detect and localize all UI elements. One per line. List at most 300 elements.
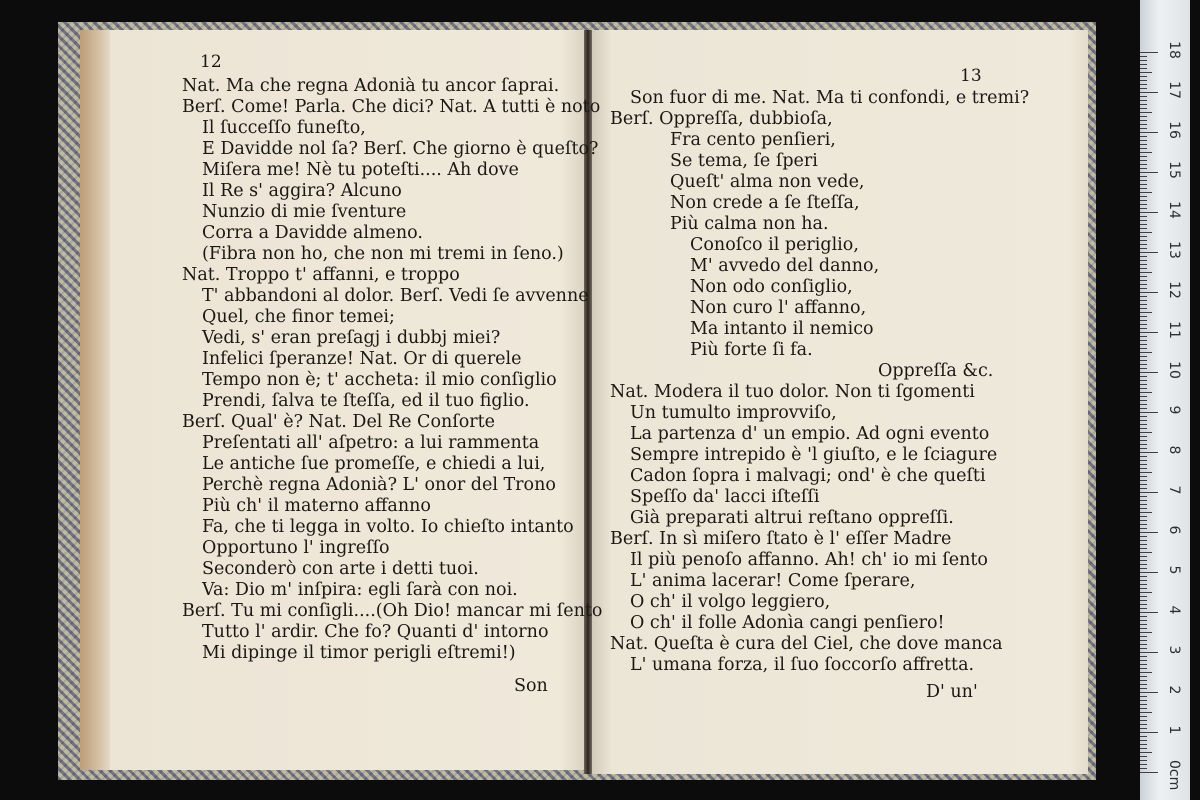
ruler-tick (1140, 632, 1152, 633)
left-page-line-text: Il Re s' aggira? Alcuno (202, 181, 402, 201)
ruler-tick (1140, 316, 1147, 317)
ruler-tick (1140, 548, 1147, 549)
ruler-tick (1140, 732, 1158, 733)
ruler-tick (1140, 364, 1147, 365)
right-page-line-text: Nat. Modera il tuo dolor. Non ti ſgomenti (610, 382, 975, 402)
ruler-tick (1140, 324, 1147, 325)
right-page-line-text: Speſſo da' lacci iſteſſi (630, 487, 820, 507)
ruler-tick (1140, 336, 1147, 337)
left-page-line-text: Tempo non è; t' accheta: il mio conſiglio (202, 370, 557, 390)
ruler-tick (1140, 660, 1147, 661)
left-page-line (182, 622, 602, 643)
ruler-tick (1140, 60, 1147, 61)
left-page-line-text: Opportuno l' ingreſſo (202, 538, 390, 558)
left-page-line-text: Il ſucceſſo funeſto, (202, 118, 366, 138)
ruler-label: 17 (1166, 81, 1182, 99)
ruler-tick (1140, 492, 1158, 493)
right-page-line (610, 487, 1029, 508)
ruler-tick (1140, 588, 1147, 589)
ruler-tick (1140, 668, 1147, 669)
ruler-tick (1140, 624, 1147, 625)
ruler-tick (1140, 236, 1147, 237)
left-page-line-text: Tutto l' ardir. Che fo? Quanti d' intorno (202, 622, 549, 642)
right-page-line-text: Cadon ſopra i malvagi; ond' è che queſti (630, 466, 986, 486)
ruler-label: 8 (1166, 445, 1182, 455)
ruler-tick (1140, 88, 1147, 89)
ruler-tick (1140, 560, 1147, 561)
ruler-label: 12 (1166, 281, 1182, 299)
left-page-line (182, 370, 602, 391)
right-page-line (610, 235, 1029, 256)
left-page-line-text: Fa, che ti legga in volto. Io chieſto intanto (202, 517, 574, 537)
ruler-tick (1140, 388, 1147, 389)
left-page-line (182, 559, 602, 580)
right-page-line (610, 151, 1029, 172)
ruler-tick (1140, 52, 1158, 53)
ruler-tick (1140, 128, 1147, 129)
left-page-line (182, 349, 602, 370)
left-page-line-text: Seconderò con arte i detti tuoi. (202, 559, 479, 579)
ruler-tick (1140, 196, 1147, 197)
right-page-line (610, 382, 1029, 403)
ruler-tick (1140, 300, 1147, 301)
left-page-line-text: Infelici ſperanze! Nat. Or di querele (202, 349, 522, 369)
ruler-tick (1140, 748, 1147, 749)
left-page-line-text: Berſ. Tu mi conſigli....(Oh Dio! mancar mi ſento (182, 601, 603, 621)
ruler-tick (1140, 124, 1147, 125)
ruler-tick (1140, 360, 1147, 361)
right-page-line (610, 172, 1029, 193)
ruler-tick (1140, 564, 1147, 565)
ruler-tick (1140, 764, 1147, 765)
left-page-line (182, 601, 602, 622)
right-page-line (610, 613, 1029, 634)
ruler-tick (1140, 56, 1147, 57)
ruler-tick (1140, 296, 1147, 297)
ruler-tick (1140, 744, 1147, 745)
ruler-tick (1140, 616, 1147, 617)
ruler-tick (1140, 400, 1147, 401)
left-page-line-text: Nunzio di mie ſventure (202, 202, 407, 222)
ruler-tick (1140, 532, 1158, 533)
ruler-tick (1140, 408, 1147, 409)
left-page-line-text: Più ch' il materno affanno (202, 496, 431, 516)
ruler-tick (1140, 420, 1147, 421)
ruler-tick (1140, 724, 1147, 725)
ruler-tick (1140, 276, 1147, 277)
ruler-tick (1140, 760, 1147, 761)
ruler-tick (1140, 64, 1147, 65)
ruler-tick (1140, 268, 1147, 269)
ruler-tick (1140, 308, 1147, 309)
ruler-label: 1 (1166, 725, 1182, 735)
ruler-tick (1140, 180, 1147, 181)
left-page-line-text: Miſera me! Nè tu poteſti.... Ah dove (202, 160, 519, 180)
left-page-line-text: E Davidde nol ſa? Berſ. Che giorno è queſto? (202, 139, 599, 159)
ruler-tick (1140, 456, 1147, 457)
left-page-number: 12 (200, 52, 222, 72)
ruler-tick (1140, 656, 1147, 657)
right-page-line-text: O ch' il folle Adonìa cangi penſiero! (630, 613, 945, 633)
ruler-label: 15 (1166, 161, 1182, 179)
left-page-line-text: Perchè regna Adonià? L' onor del Trono (202, 475, 556, 495)
right-page-line-text: Fra cento penſieri, (670, 130, 836, 150)
right-page-line (610, 277, 1029, 298)
ruler-tick (1140, 256, 1147, 257)
ruler-tick (1140, 312, 1152, 313)
ruler-tick (1140, 204, 1147, 205)
right-page-line (610, 634, 1029, 655)
right-page-line (610, 655, 1029, 676)
ruler-tick (1140, 348, 1147, 349)
right-page-line-text: O ch' il volgo leggiero, (630, 592, 831, 612)
left-page-line (182, 538, 602, 559)
ruler-tick (1140, 652, 1158, 653)
right-page-line-text: La partenza d' un empio. Ad ogni evento (630, 424, 990, 444)
right-page-line (610, 571, 1029, 592)
ruler-tick (1140, 328, 1147, 329)
ruler-tick (1140, 320, 1147, 321)
ruler-tick (1140, 672, 1152, 673)
ruler-label: 6 (1166, 525, 1182, 535)
ruler-tick (1140, 752, 1152, 753)
ruler-tick (1140, 664, 1147, 665)
ruler-label: 10 (1166, 361, 1182, 379)
ruler-tick (1140, 636, 1147, 637)
ruler-tick (1140, 188, 1147, 189)
left-page-text (182, 76, 602, 664)
left-page-line (182, 160, 602, 181)
ruler-tick (1140, 472, 1152, 473)
left-page-line-text: Berſ. Qual' è? Nat. Del Re Conſorte (182, 412, 496, 432)
ruler-tick (1140, 756, 1147, 757)
left-page-line (182, 454, 602, 475)
ruler-label: 16 (1166, 121, 1182, 139)
ruler-tick (1140, 772, 1158, 773)
left-page-line-text: Mi dipinge il timor perigli eſtremi!) (202, 643, 516, 663)
left-page-line (182, 475, 602, 496)
ruler-tick (1140, 136, 1147, 137)
ruler-tick (1140, 424, 1147, 425)
left-page-line (182, 97, 602, 118)
left-page-line (182, 433, 602, 454)
ruler-tick (1140, 500, 1147, 501)
ruler-tick (1140, 384, 1147, 385)
ruler-tick (1140, 340, 1147, 341)
ruler-tick (1140, 452, 1158, 453)
ruler-tick (1140, 164, 1147, 165)
ruler-tick (1140, 628, 1147, 629)
ruler-tick (1140, 140, 1147, 141)
ruler-tick (1140, 728, 1147, 729)
ruler-label: 7 (1166, 485, 1182, 495)
ruler-tick (1140, 344, 1147, 345)
right-page-line (610, 340, 1029, 361)
right-page-line (610, 508, 1029, 529)
right-page-line-text: Queſt' alma non vede, (670, 172, 865, 192)
ruler-tick (1140, 404, 1147, 405)
ruler-tick (1140, 112, 1152, 113)
ruler-tick (1140, 596, 1147, 597)
ruler-tick (1140, 368, 1147, 369)
ruler-tick (1140, 448, 1147, 449)
left-page-line (182, 517, 602, 538)
right-page-line-text: L' anima lacerar! Come ſperare, (630, 571, 916, 591)
left-page-line (182, 202, 602, 223)
ruler-tick (1140, 468, 1147, 469)
left-page-line (182, 265, 602, 286)
ruler-tick (1140, 240, 1147, 241)
right-page-line (610, 424, 1029, 445)
left-page-line (182, 286, 602, 307)
left-page-line (182, 643, 602, 664)
ruler-tick (1140, 604, 1147, 605)
ruler-tick (1140, 288, 1147, 289)
ruler-tick (1140, 600, 1147, 601)
left-page-line (182, 307, 602, 328)
ruler-tick (1140, 76, 1147, 77)
right-page-line (610, 592, 1029, 613)
ruler-tick (1140, 432, 1152, 433)
ruler-label: 9 (1166, 405, 1182, 415)
right-page-line (610, 109, 1029, 130)
ruler-tick (1140, 648, 1147, 649)
ruler-tick (1140, 284, 1147, 285)
ruler-tick (1140, 580, 1147, 581)
ruler-tick (1140, 224, 1147, 225)
ruler-tick (1140, 516, 1147, 517)
ruler-tick (1140, 232, 1152, 233)
ruler-tick (1140, 708, 1147, 709)
ruler-tick (1140, 464, 1147, 465)
ruler-tick (1140, 584, 1147, 585)
left-page-line (182, 412, 602, 433)
ruler-tick (1140, 520, 1147, 521)
ruler-tick (1140, 696, 1147, 697)
ruler-tick (1140, 356, 1147, 357)
right-page-line-text: Più calma non ha. (670, 214, 829, 234)
ruler-tick (1140, 592, 1152, 593)
ruler-tick (1140, 704, 1147, 705)
ruler-tick (1140, 740, 1147, 741)
left-page-line (182, 223, 602, 244)
right-page-line-text: Più forte ſi fa. (690, 340, 813, 360)
right-page-line (610, 550, 1029, 571)
ruler-tick (1140, 460, 1147, 461)
right-page-line-text: L' umana forza, il ſuo ſoccorſo affretta. (630, 655, 975, 675)
ruler-tick (1140, 372, 1158, 373)
right-page-text (610, 88, 1029, 676)
ruler-tick (1140, 108, 1147, 109)
ruler-tick (1140, 396, 1147, 397)
ruler-tick (1140, 252, 1158, 253)
ruler-tick (1140, 692, 1158, 693)
ruler-tick (1140, 352, 1152, 353)
left-page-line-text: Vedi, s' eran preſagj i dubbj miei? (202, 328, 501, 348)
ruler-tick (1140, 496, 1147, 497)
right-page-line (610, 529, 1029, 550)
ruler-tick (1140, 508, 1147, 509)
measuring-ruler (1140, 0, 1190, 800)
right-page-line (610, 466, 1029, 487)
ruler-tick (1140, 540, 1147, 541)
ruler-tick (1140, 220, 1147, 221)
left-page-line (182, 244, 602, 265)
ruler-tick (1140, 168, 1147, 169)
left-page-line-text: Va: Dio m' inſpira: egli ſarà con noi. (202, 580, 518, 600)
ruler-tick (1140, 504, 1147, 505)
ruler-tick (1140, 172, 1158, 173)
ruler-label: 4 (1166, 605, 1182, 615)
ruler-label: 14 (1166, 201, 1182, 219)
ruler-label: 18 (1166, 41, 1182, 59)
left-page-line-text: Nat. Troppo t' affanni, e troppo (182, 265, 460, 285)
right-page-line (610, 298, 1029, 319)
ruler-tick (1140, 144, 1147, 145)
left-page-line-text: (Fibra non ho, che non mi tremi in ſeno.) (202, 244, 564, 264)
right-catchword: D' un' (926, 682, 978, 702)
ruler-tick (1140, 712, 1152, 713)
left-catchword: Son (514, 676, 548, 696)
ruler-tick (1140, 556, 1147, 557)
ruler-tick (1140, 200, 1147, 201)
ruler-tick (1140, 208, 1147, 209)
ruler-tick (1140, 292, 1158, 293)
ruler-tick (1140, 132, 1158, 133)
right-page-line-text: Non curo l' affanno, (690, 298, 867, 318)
left-page-line-text: Quel, che finor temei; (202, 307, 395, 327)
ruler-label: 3 (1166, 645, 1182, 655)
right-page-line-text: Un tumulto improvviſo, (630, 403, 837, 423)
ruler-tick (1140, 440, 1147, 441)
right-page-line-text: Ma intanto il nemico (690, 319, 874, 339)
right-page-line (610, 193, 1029, 214)
ruler-tick (1140, 688, 1147, 689)
ruler-tick (1140, 100, 1147, 101)
ruler-tick (1140, 176, 1147, 177)
ruler-tick (1140, 428, 1147, 429)
ruler-tick (1140, 92, 1158, 93)
ruler-tick (1140, 512, 1152, 513)
ruler-tick (1140, 80, 1147, 81)
ruler-tick (1140, 736, 1147, 737)
left-page-line-text: Le antiche ſue promeſſe, e chiedi a lui, (202, 454, 546, 474)
ruler-tick (1140, 716, 1147, 717)
ruler-tick (1140, 244, 1147, 245)
ruler-tick (1140, 476, 1147, 477)
right-page-line-text: Non crede a ſe ſteſſa, (670, 193, 860, 213)
right-page-line-text: Già preparati altrui reſtano oppreſſi. (630, 508, 954, 528)
ruler-tick (1140, 248, 1147, 249)
ruler-label: 0cm (1166, 760, 1182, 791)
ruler-tick (1140, 376, 1147, 377)
ruler-tick (1140, 768, 1147, 769)
ruler-tick (1140, 228, 1147, 229)
ruler-tick (1140, 644, 1147, 645)
left-page-line-text: Berſ. Come! Parla. Che dici? Nat. A tutti è noto (182, 97, 601, 117)
ruler-tick (1140, 216, 1147, 217)
ruler-tick (1140, 568, 1147, 569)
left-page-line-text: T' abbandoni al dolor. Berſ. Vedi ſe avvenne (202, 286, 589, 306)
ruler-tick (1140, 148, 1147, 149)
right-page-line-text: Son fuor di me. Nat. Ma ti confondi, e tremi? (630, 88, 1030, 108)
right-page-line-text: Berſ. Oppreſſa, dubbioſa, (610, 109, 833, 129)
left-page-line (182, 328, 602, 349)
right-page-line (610, 88, 1029, 109)
ruler-tick (1140, 212, 1158, 213)
right-page-line-text: Nat. Queſta è cura del Ciel, che dove manca (610, 634, 1003, 654)
left-page-line (182, 139, 602, 160)
right-page-line-text: Berſ. In sì miſero ſtato è l' eſſer Madre (610, 529, 952, 549)
ruler-tick (1140, 720, 1147, 721)
right-page-line (610, 445, 1029, 466)
ruler-tick (1140, 392, 1152, 393)
ruler-tick (1140, 120, 1147, 121)
right-page-line-text: Sempre intrepido è 'l giuſto, e le ſciagure (630, 445, 998, 465)
ruler-tick (1140, 272, 1152, 273)
ruler-tick (1140, 184, 1147, 185)
right-page-line (610, 256, 1029, 277)
ruler-tick (1140, 160, 1147, 161)
ruler-tick (1140, 156, 1147, 157)
ruler-tick (1140, 524, 1147, 525)
left-page-line-text: Preſentati all' aſpetro: a lui rammenta (202, 433, 540, 453)
ruler-tick (1140, 572, 1158, 573)
ruler-tick (1140, 260, 1147, 261)
ruler-label: 13 (1166, 241, 1182, 259)
left-page-line (182, 181, 602, 202)
ruler-tick (1140, 380, 1147, 381)
ruler-tick (1140, 280, 1147, 281)
ruler-tick (1140, 152, 1152, 153)
right-page-line (610, 130, 1029, 151)
left-page-line (182, 76, 602, 97)
right-page-line-text: Se tema, ſe ſperi (670, 151, 818, 171)
ruler-tick (1140, 700, 1147, 701)
ruler-tick (1140, 84, 1147, 85)
ruler-tick (1140, 416, 1147, 417)
left-page-line (182, 496, 602, 517)
ruler-tick (1140, 264, 1147, 265)
right-page-number: 13 (960, 66, 982, 86)
ruler-tick (1140, 72, 1152, 73)
ruler-tick (1140, 576, 1147, 577)
left-page-line (182, 580, 602, 601)
ruler-tick (1140, 552, 1152, 553)
ruler-tick (1140, 640, 1147, 641)
ruler-tick (1140, 488, 1147, 489)
ruler-tick (1140, 620, 1147, 621)
ruler-tick (1140, 684, 1147, 685)
ruler-tick (1140, 444, 1147, 445)
right-page-line-text: Conoſco il periglio, (690, 235, 859, 255)
right-page-line-text: M' avvedo del danno, (690, 256, 880, 276)
left-page-line-text: Prendi, ſalva te ſteſſa, ed il tuo figlio. (202, 391, 530, 411)
ruler-label: 11 (1166, 321, 1182, 339)
ruler-tick (1140, 676, 1147, 677)
ruler-tick (1140, 484, 1147, 485)
right-page-line-text: Non odo conſiglio, (690, 277, 853, 297)
left-page-line-text: Nat. Ma che regna Adonià tu ancor ſaprai. (182, 76, 560, 96)
ruler-tick (1140, 480, 1147, 481)
ruler-tick (1140, 116, 1147, 117)
ruler-label: 2 (1166, 685, 1182, 695)
ruler-tick (1140, 436, 1147, 437)
left-page-stain (80, 30, 110, 770)
ruler-tick (1140, 332, 1158, 333)
ruler-label: 5 (1166, 565, 1182, 575)
ruler-tick (1140, 68, 1147, 69)
